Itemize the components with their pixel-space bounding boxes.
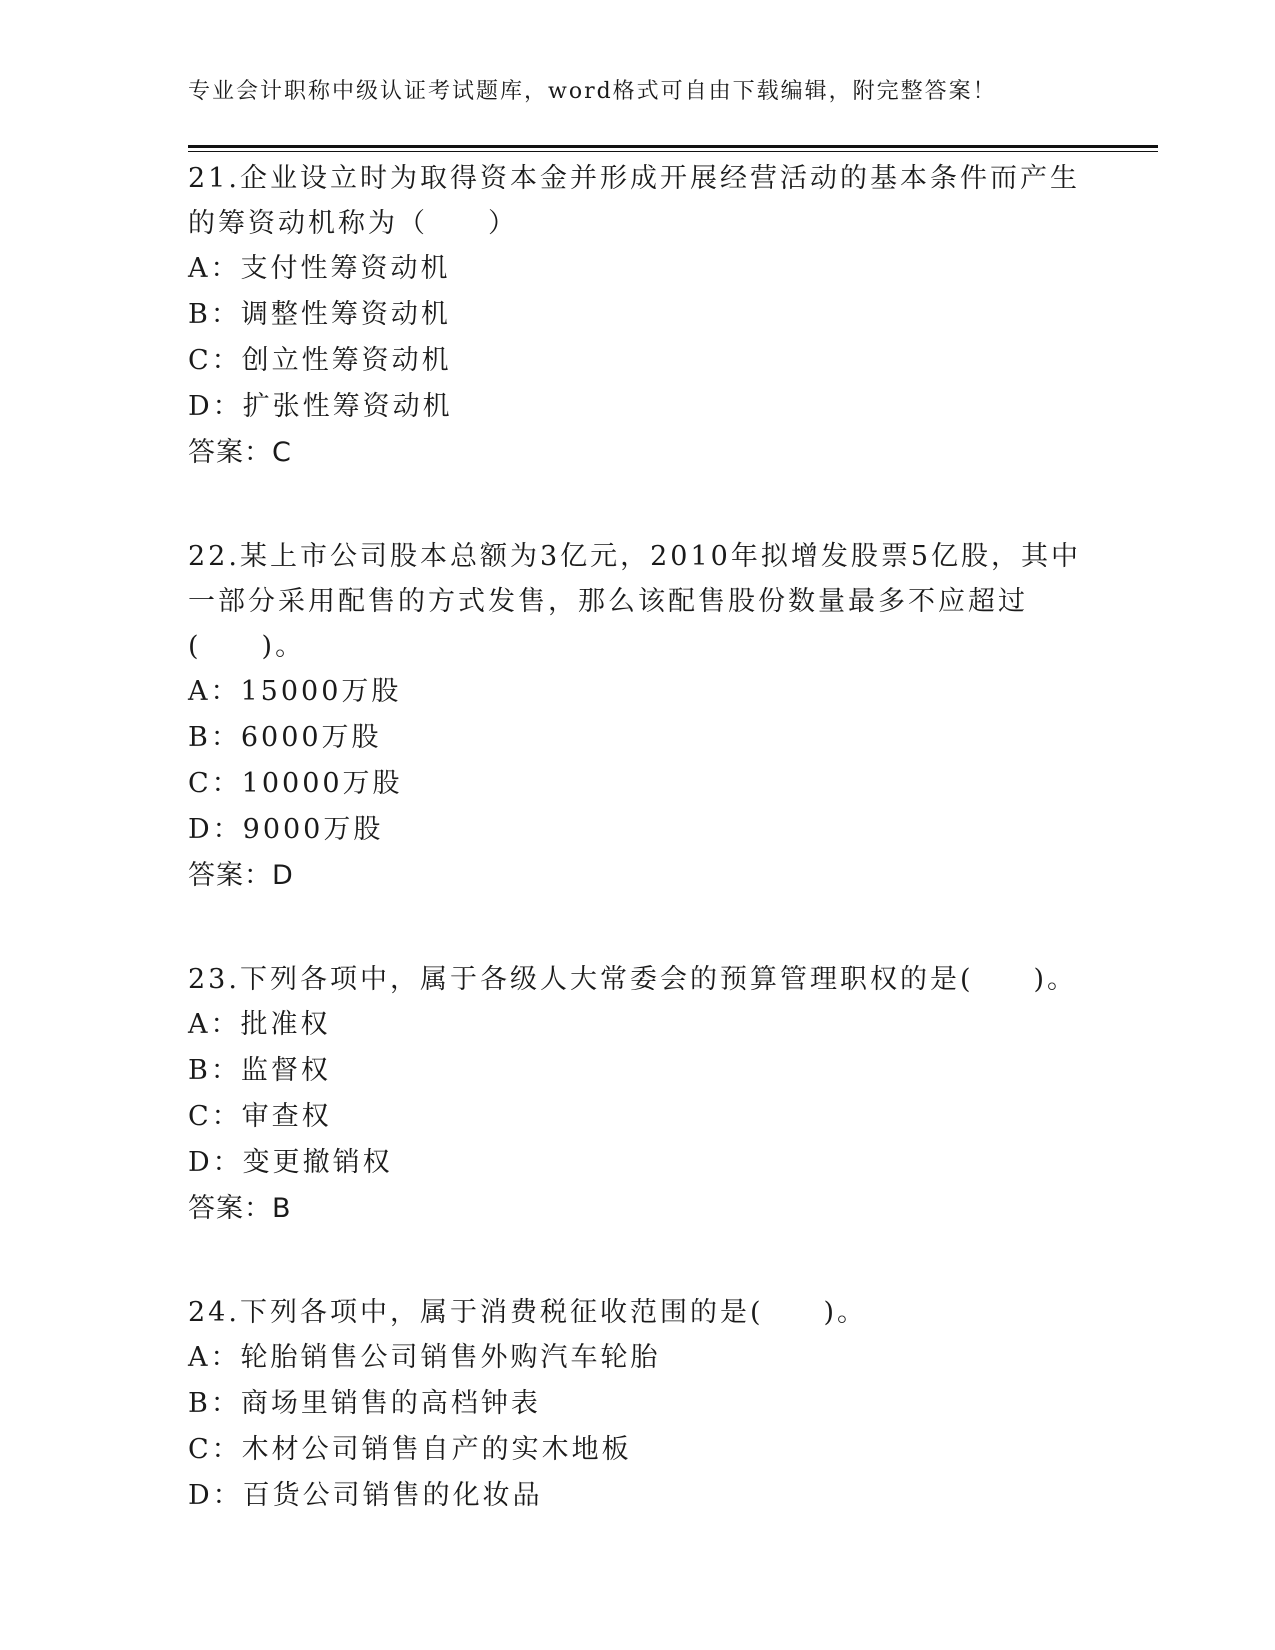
question-24 [188, 1290, 1088, 1519]
question-spacer [188, 476, 1088, 534]
option-b: B：6000万股 [188, 722, 382, 753]
option-c: C：审查权 [188, 1101, 332, 1132]
question-stem: 24.下列各项中，属于消费税征收范围的是( )。 [188, 1297, 868, 1328]
question-list [188, 156, 1088, 1519]
option-c: C：木材公司销售自产的实木地板 [188, 1434, 632, 1465]
header-rule-thick [188, 145, 1158, 148]
answer-line: 答案：C [188, 437, 292, 468]
question-stem: 22.某上市公司股本总额为3亿元，2010年拟增发股票5亿股，其中一部分采用配售的方式发售，那么该配售股份数量最多不应超过( )。 [188, 541, 1082, 662]
option-d: D：扩张性筹资动机 [188, 391, 453, 422]
question-stem: 21.企业设立时为取得资本金并形成开展经营活动的基本条件而产生的筹资动机称为（ ） [188, 163, 1080, 239]
option-a: A：批准权 [188, 1009, 331, 1040]
option-c: C：10000万股 [188, 768, 403, 799]
question-stem: 23.下列各项中，属于各级人大常委会的预算管理职权的是( )。 [188, 964, 1078, 995]
option-a: A：15000万股 [188, 676, 402, 707]
answer-line: 答案：D [188, 860, 294, 891]
answer-line: 答案：B [188, 1193, 292, 1224]
question-22 [188, 534, 1088, 899]
question-21 [188, 156, 1088, 476]
question-spacer [188, 899, 1088, 957]
header-rule-thin [188, 151, 1158, 152]
option-d: D：变更撤销权 [188, 1147, 393, 1178]
option-d: D：9000万股 [188, 814, 384, 845]
option-a: A：轮胎销售公司销售外购汽车轮胎 [188, 1342, 661, 1373]
option-b: B：商场里销售的高档钟表 [188, 1388, 541, 1419]
page-header: 专业会计职称中级认证考试题库，word格式可自由下载编辑，附完整答案！ [188, 79, 997, 104]
option-b: B：调整性筹资动机 [188, 299, 451, 330]
option-c: C：创立性筹资动机 [188, 345, 452, 376]
question-spacer [188, 1232, 1088, 1290]
option-a: A：支付性筹资动机 [188, 253, 451, 284]
question-23 [188, 957, 1088, 1232]
option-b: B：监督权 [188, 1055, 331, 1086]
option-d: D：百货公司销售的化妆品 [188, 1480, 543, 1511]
